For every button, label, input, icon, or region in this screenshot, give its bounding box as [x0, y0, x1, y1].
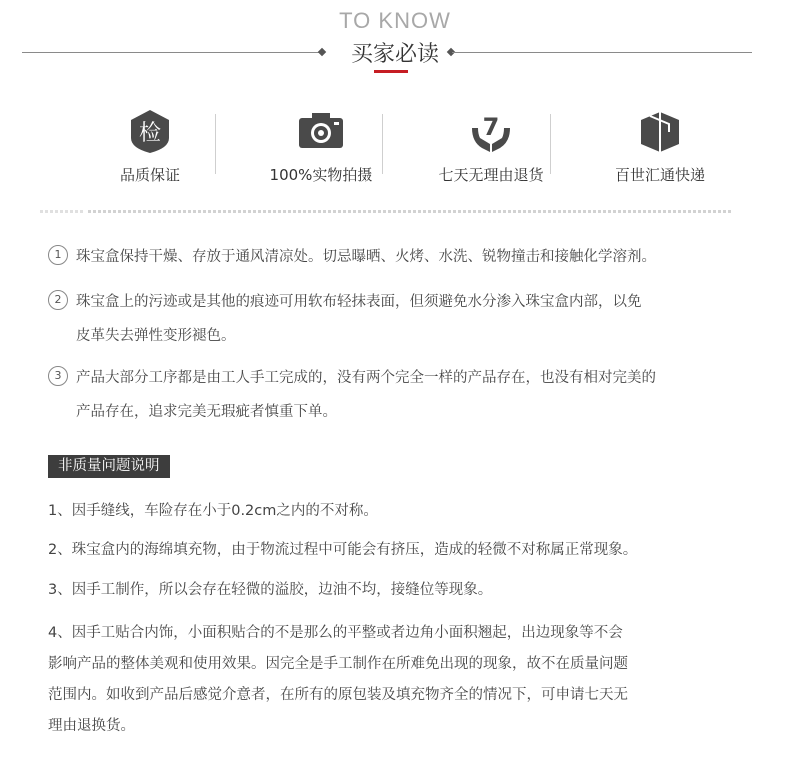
- svg-text:检: 检: [138, 121, 162, 146]
- feature-label: 百世汇通快递: [614, 166, 705, 184]
- item-text: 3、因手工制作，所以会存在轻微的溢胶，边油不均，接缝位等现象。: [48, 582, 493, 598]
- header-title-en: TO KNOW: [339, 8, 451, 33]
- header-rule-right: [452, 52, 752, 53]
- inspect-icon: [127, 108, 173, 158]
- care-note-1: [48, 240, 748, 274]
- feature-label: 100%实物拍摄: [269, 166, 373, 184]
- note-number: 1: [48, 245, 68, 265]
- header-title-cn: 买家必读: [350, 42, 439, 67]
- feature-label: 七天无理由退货: [438, 166, 544, 184]
- feature-divider: [215, 114, 216, 174]
- item-text: 4、因手工贴合内饰，小面积贴合的不是那么的平整或者边角小面积翘起，出边现象等不会: [48, 625, 623, 641]
- feature-divider: [550, 114, 551, 174]
- note-number: 3: [48, 366, 68, 386]
- feature-row: [40, 108, 740, 188]
- section-label-non-quality: 非质量问题说明: [48, 455, 170, 478]
- item-text: 范围内。如收到产品后感觉介意者，在所有的原包装及填充物齐全的情况下，可申请七天无: [48, 687, 628, 703]
- note-text: 皮革失去弹性变形褪色。: [76, 328, 236, 344]
- non-quality-item-4: [48, 618, 753, 742]
- divider-short: [40, 210, 84, 213]
- care-note-2: [48, 285, 748, 353]
- feature-label: 品质保证: [119, 166, 180, 184]
- feature-divider: [382, 114, 383, 174]
- item-text: 影响产品的整体美观和使用效果。因完全是手工制作在所难免出现的现象，故不在质量问题: [48, 656, 628, 672]
- seven-day-return-icon: [468, 108, 514, 158]
- item-text: 1、因手缝线，车险存在小于0.2cm之内的不对称。: [48, 503, 378, 519]
- note-text: 产品大部分工序都是由工人手工完成的，没有两个完全一样的产品存在，也没有相对完美的: [76, 370, 656, 386]
- care-note-3: [48, 361, 748, 429]
- header-accent-bar: [374, 70, 408, 73]
- note-number: 2: [48, 290, 68, 310]
- note-text: 珠宝盒保持干燥、存放于通风清凉处。切忌曝晒、火烤、水洗、锐物撞击和接触化学溶剂。: [76, 249, 656, 265]
- camera-icon: [296, 108, 346, 158]
- non-quality-item-3: [48, 575, 753, 606]
- non-quality-item-1: [48, 496, 753, 527]
- item-text: 2、珠宝盒内的海绵填充物，由于物流过程中可能会有挤压，造成的轻微不对称属正常现象。: [48, 542, 638, 558]
- note-text: 产品存在，追求完美无瑕疵者慎重下单。: [76, 404, 337, 420]
- package-icon: [637, 108, 683, 158]
- svg-text:7: 7: [482, 113, 500, 141]
- non-quality-item-2: [48, 535, 753, 566]
- item-text: 理由退换货。: [48, 718, 135, 734]
- note-text: 珠宝盒上的污迹或是其他的痕迹可用软布轻抹表面，但须避免水分渗入珠宝盒内部，以免: [76, 294, 642, 310]
- divider-dotted: [88, 210, 733, 213]
